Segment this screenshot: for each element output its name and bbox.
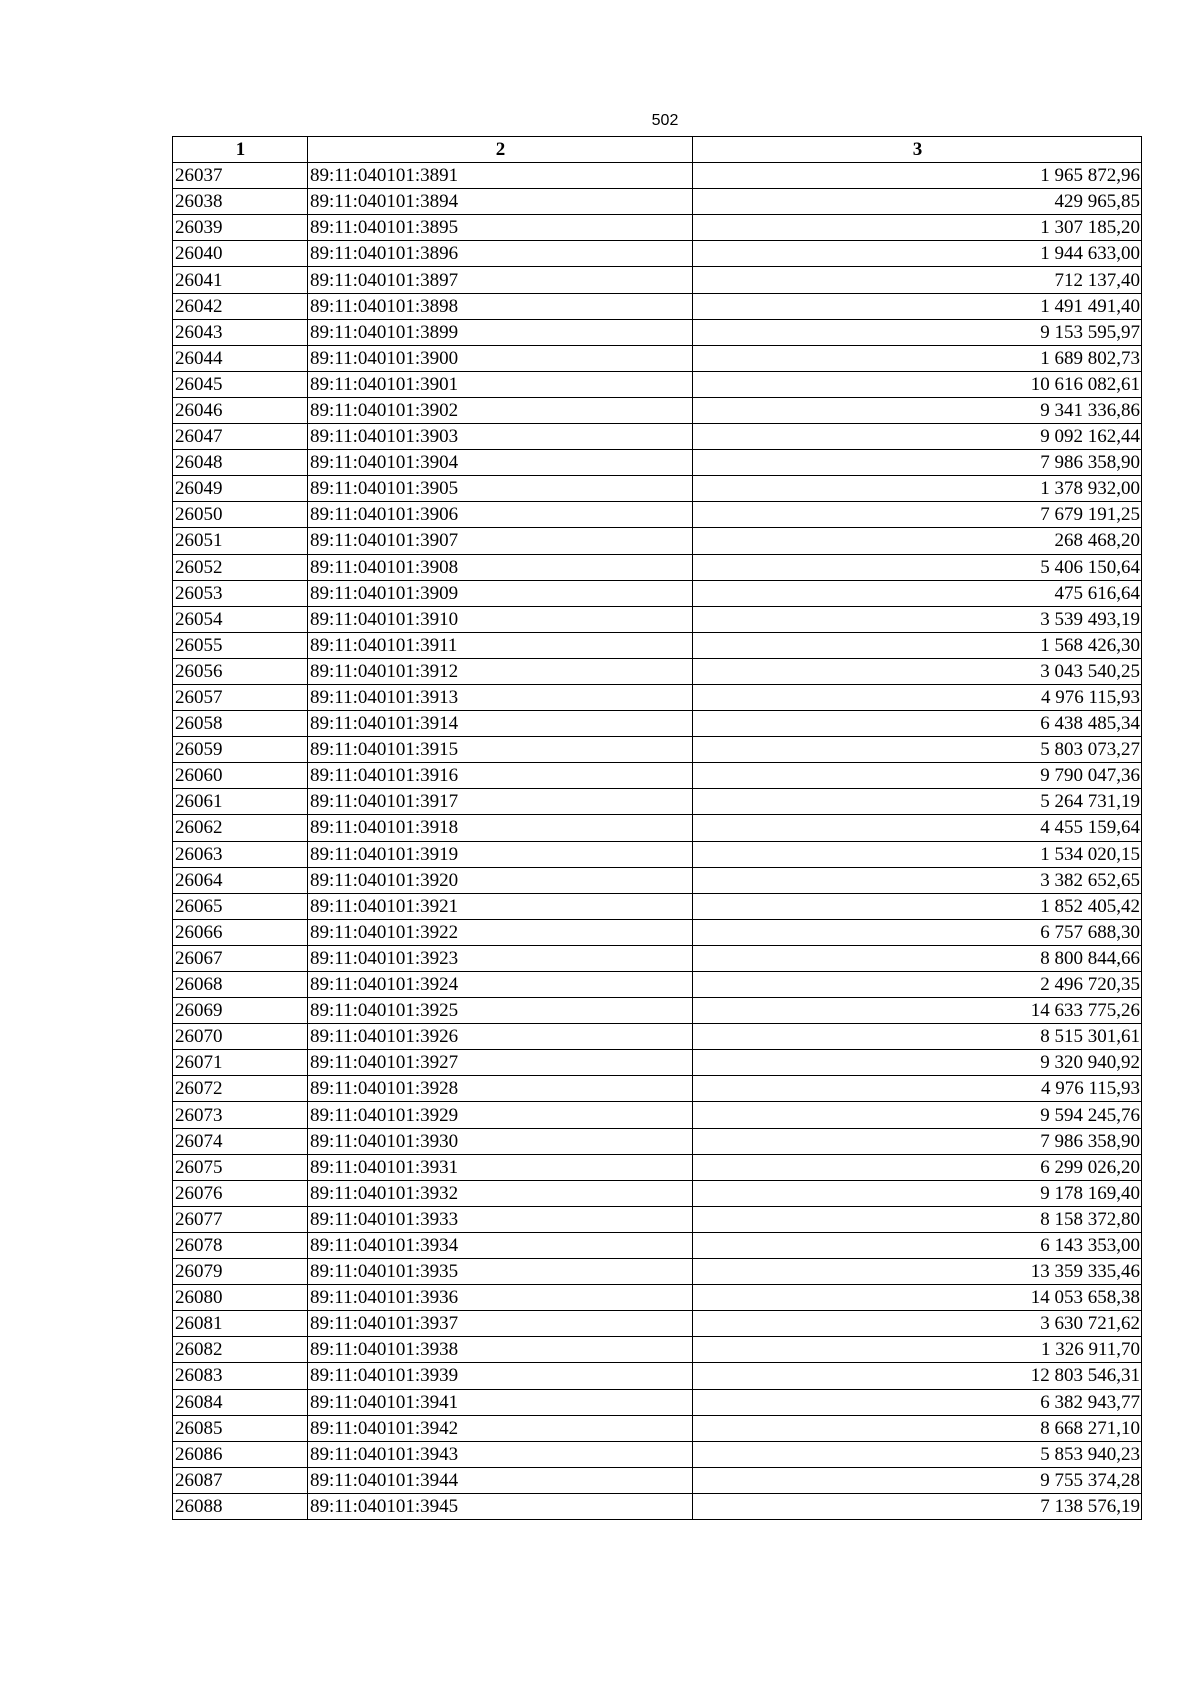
value-cell: 6 299 026,20 [693,1154,1142,1180]
value-cell: 3 539 493,19 [693,606,1142,632]
row-number-cell: 26042 [173,293,308,319]
cadastral-number-cell: 89:11:040101:3937 [308,1311,693,1337]
value-cell: 6 143 353,00 [693,1232,1142,1258]
value-cell: 9 594 245,76 [693,1102,1142,1128]
row-number-cell: 26065 [173,893,308,919]
value-cell: 5 803 073,27 [693,737,1142,763]
cadastral-number-cell: 89:11:040101:3941 [308,1389,693,1415]
value-cell: 7 986 358,90 [693,1128,1142,1154]
table-row [173,476,1142,502]
row-number-cell: 26081 [173,1311,308,1337]
cadastral-number-cell: 89:11:040101:3912 [308,658,693,684]
cadastral-number-cell: 89:11:040101:3924 [308,972,693,998]
table-row [173,554,1142,580]
table-row [173,1206,1142,1232]
table-row [173,945,1142,971]
column-header-3: 3 [693,137,1142,163]
cadastral-number-cell: 89:11:040101:3916 [308,763,693,789]
table-row [173,1467,1142,1493]
row-number-cell: 26054 [173,606,308,632]
cadastral-number-cell: 89:11:040101:3938 [308,1337,693,1363]
value-cell: 5 853 940,23 [693,1441,1142,1467]
table-row [173,1128,1142,1154]
value-cell: 9 178 169,40 [693,1180,1142,1206]
table-row [173,345,1142,371]
value-cell: 3 043 540,25 [693,658,1142,684]
table-row [173,319,1142,345]
value-cell: 1 689 802,73 [693,345,1142,371]
table-row [173,397,1142,423]
row-number-cell: 26039 [173,215,308,241]
table-row [173,1050,1142,1076]
registry-table [172,136,1142,1520]
row-number-cell: 26062 [173,815,308,841]
table-row [173,1415,1142,1441]
row-number-cell: 26051 [173,528,308,554]
cadastral-number-cell: 89:11:040101:3927 [308,1050,693,1076]
row-number-cell: 26052 [173,554,308,580]
cadastral-number-cell: 89:11:040101:3896 [308,241,693,267]
cadastral-number-cell: 89:11:040101:3925 [308,998,693,1024]
cadastral-number-cell: 89:11:040101:3903 [308,424,693,450]
cadastral-number-cell: 89:11:040101:3931 [308,1154,693,1180]
table-row [173,450,1142,476]
column-header-2: 2 [308,137,693,163]
column-header-1: 1 [173,137,308,163]
table-row [173,215,1142,241]
row-number-cell: 26069 [173,998,308,1024]
table-row [173,1493,1142,1519]
cadastral-number-cell: 89:11:040101:3939 [308,1363,693,1389]
row-number-cell: 26053 [173,580,308,606]
table-row [173,189,1142,215]
row-number-cell: 26078 [173,1232,308,1258]
value-cell: 9 153 595,97 [693,319,1142,345]
value-cell: 1 326 911,70 [693,1337,1142,1363]
row-number-cell: 26060 [173,763,308,789]
value-cell: 6 382 943,77 [693,1389,1142,1415]
row-number-cell: 26057 [173,684,308,710]
table-row [173,528,1142,554]
value-cell: 9 092 162,44 [693,424,1142,450]
value-cell: 6 757 688,30 [693,919,1142,945]
cadastral-number-cell: 89:11:040101:3917 [308,789,693,815]
value-cell: 14 053 658,38 [693,1285,1142,1311]
value-cell: 9 755 374,28 [693,1467,1142,1493]
cadastral-number-cell: 89:11:040101:3934 [308,1232,693,1258]
row-number-cell: 26079 [173,1259,308,1285]
table-row [173,1180,1142,1206]
table-row [173,1259,1142,1285]
cadastral-number-cell: 89:11:040101:3915 [308,737,693,763]
cadastral-number-cell: 89:11:040101:3943 [308,1441,693,1467]
value-cell: 8 515 301,61 [693,1024,1142,1050]
value-cell: 1 307 185,20 [693,215,1142,241]
table-row [173,606,1142,632]
value-cell: 4 976 115,93 [693,1076,1142,1102]
table-row [173,658,1142,684]
row-number-cell: 26049 [173,476,308,502]
value-cell: 9 320 940,92 [693,1050,1142,1076]
value-cell: 5 406 150,64 [693,554,1142,580]
table-row [173,1311,1142,1337]
table-row [173,841,1142,867]
table-row [173,893,1142,919]
row-number-cell: 26066 [173,919,308,945]
table-row [173,371,1142,397]
value-cell: 8 668 271,10 [693,1415,1142,1441]
value-cell: 8 800 844,66 [693,945,1142,971]
table-row [173,1337,1142,1363]
table-row [173,1076,1142,1102]
row-number-cell: 26061 [173,789,308,815]
row-number-cell: 26088 [173,1493,308,1519]
row-number-cell: 26072 [173,1076,308,1102]
table-row [173,1441,1142,1467]
row-number-cell: 26048 [173,450,308,476]
row-number-cell: 26046 [173,397,308,423]
table-row [173,580,1142,606]
page-number: 502 [651,112,679,129]
cadastral-number-cell: 89:11:040101:3933 [308,1206,693,1232]
value-cell: 1 852 405,42 [693,893,1142,919]
cadastral-number-cell: 89:11:040101:3918 [308,815,693,841]
row-number-cell: 26076 [173,1180,308,1206]
cadastral-number-cell: 89:11:040101:3930 [308,1128,693,1154]
value-cell: 2 496 720,35 [693,972,1142,998]
row-number-cell: 26038 [173,189,308,215]
table-row [173,502,1142,528]
row-number-cell: 26073 [173,1102,308,1128]
row-number-cell: 26064 [173,867,308,893]
cadastral-number-cell: 89:11:040101:3935 [308,1259,693,1285]
row-number-cell: 26047 [173,424,308,450]
row-number-cell: 26087 [173,1467,308,1493]
row-number-cell: 26083 [173,1363,308,1389]
row-number-cell: 26043 [173,319,308,345]
cadastral-number-cell: 89:11:040101:3897 [308,267,693,293]
row-number-cell: 26085 [173,1415,308,1441]
table-row [173,1285,1142,1311]
row-number-cell: 26084 [173,1389,308,1415]
table-row [173,1102,1142,1128]
table-row [173,684,1142,710]
value-cell: 1 378 932,00 [693,476,1142,502]
row-number-cell: 26068 [173,972,308,998]
cadastral-number-cell: 89:11:040101:3905 [308,476,693,502]
cadastral-number-cell: 89:11:040101:3936 [308,1285,693,1311]
row-number-cell: 26044 [173,345,308,371]
table-row [173,737,1142,763]
row-number-cell: 26070 [173,1024,308,1050]
table-row [173,293,1142,319]
value-cell: 7 679 191,25 [693,502,1142,528]
row-number-cell: 26067 [173,945,308,971]
cadastral-number-cell: 89:11:040101:3908 [308,554,693,580]
table-row [173,424,1142,450]
cadastral-number-cell: 89:11:040101:3901 [308,371,693,397]
value-cell: 12 803 546,31 [693,1363,1142,1389]
table-row [173,1232,1142,1258]
cadastral-number-cell: 89:11:040101:3922 [308,919,693,945]
table-row [173,241,1142,267]
value-cell: 268 468,20 [693,528,1142,554]
row-number-cell: 26059 [173,737,308,763]
row-number-cell: 26058 [173,711,308,737]
cadastral-number-cell: 89:11:040101:3945 [308,1493,693,1519]
table-row [173,919,1142,945]
row-number-cell: 26086 [173,1441,308,1467]
cadastral-number-cell: 89:11:040101:3906 [308,502,693,528]
cadastral-number-cell: 89:11:040101:3909 [308,580,693,606]
cadastral-number-cell: 89:11:040101:3895 [308,215,693,241]
row-number-cell: 26071 [173,1050,308,1076]
value-cell: 3 630 721,62 [693,1311,1142,1337]
cadastral-number-cell: 89:11:040101:3900 [308,345,693,371]
row-number-cell: 26075 [173,1154,308,1180]
table-row [173,763,1142,789]
row-number-cell: 26050 [173,502,308,528]
table-row [173,867,1142,893]
cadastral-number-cell: 89:11:040101:3891 [308,163,693,189]
row-number-cell: 26080 [173,1285,308,1311]
row-number-cell: 26055 [173,632,308,658]
value-cell: 9 790 047,36 [693,763,1142,789]
value-cell: 14 633 775,26 [693,998,1142,1024]
cadastral-number-cell: 89:11:040101:3920 [308,867,693,893]
row-number-cell: 26082 [173,1337,308,1363]
table-row [173,789,1142,815]
cadastral-number-cell: 89:11:040101:3919 [308,841,693,867]
value-cell: 8 158 372,80 [693,1206,1142,1232]
value-cell: 10 616 082,61 [693,371,1142,397]
value-cell: 1 965 872,96 [693,163,1142,189]
value-cell: 4 976 115,93 [693,684,1142,710]
cadastral-number-cell: 89:11:040101:3910 [308,606,693,632]
cadastral-number-cell: 89:11:040101:3904 [308,450,693,476]
row-number-cell: 26045 [173,371,308,397]
cadastral-number-cell: 89:11:040101:3898 [308,293,693,319]
value-cell: 712 137,40 [693,267,1142,293]
value-cell: 7 138 576,19 [693,1493,1142,1519]
cadastral-number-cell: 89:11:040101:3913 [308,684,693,710]
table-row [173,267,1142,293]
cadastral-number-cell: 89:11:040101:3932 [308,1180,693,1206]
value-cell: 475 616,64 [693,580,1142,606]
row-number-cell: 26056 [173,658,308,684]
table-row [173,711,1142,737]
cadastral-number-cell: 89:11:040101:3929 [308,1102,693,1128]
value-cell: 1 491 491,40 [693,293,1142,319]
cadastral-number-cell: 89:11:040101:3911 [308,632,693,658]
value-cell: 5 264 731,19 [693,789,1142,815]
value-cell: 6 438 485,34 [693,711,1142,737]
cadastral-number-cell: 89:11:040101:3928 [308,1076,693,1102]
value-cell: 3 382 652,65 [693,867,1142,893]
table-row [173,998,1142,1024]
row-number-cell: 26040 [173,241,308,267]
row-number-cell: 26037 [173,163,308,189]
value-cell: 13 359 335,46 [693,1259,1142,1285]
cadastral-number-cell: 89:11:040101:3926 [308,1024,693,1050]
table-row [173,163,1142,189]
table-row [173,1363,1142,1389]
cadastral-number-cell: 89:11:040101:3914 [308,711,693,737]
cadastral-number-cell: 89:11:040101:3942 [308,1415,693,1441]
table-row [173,1389,1142,1415]
value-cell: 429 965,85 [693,189,1142,215]
value-cell: 9 341 336,86 [693,397,1142,423]
table-row [173,1154,1142,1180]
table-row [173,972,1142,998]
table-row [173,1024,1142,1050]
header-row [173,137,1142,163]
cadastral-number-cell: 89:11:040101:3907 [308,528,693,554]
table-body [173,163,1142,1520]
cadastral-number-cell: 89:11:040101:3899 [308,319,693,345]
cadastral-number-cell: 89:11:040101:3894 [308,189,693,215]
value-cell: 1 534 020,15 [693,841,1142,867]
table-row [173,815,1142,841]
cadastral-number-cell: 89:11:040101:3923 [308,945,693,971]
cadastral-number-cell: 89:11:040101:3944 [308,1467,693,1493]
row-number-cell: 26041 [173,267,308,293]
value-cell: 7 986 358,90 [693,450,1142,476]
table-row [173,632,1142,658]
cadastral-number-cell: 89:11:040101:3921 [308,893,693,919]
value-cell: 4 455 159,64 [693,815,1142,841]
value-cell: 1 568 426,30 [693,632,1142,658]
row-number-cell: 26077 [173,1206,308,1232]
cadastral-number-cell: 89:11:040101:3902 [308,397,693,423]
table-header [173,137,1142,163]
row-number-cell: 26074 [173,1128,308,1154]
row-number-cell: 26063 [173,841,308,867]
value-cell: 1 944 633,00 [693,241,1142,267]
